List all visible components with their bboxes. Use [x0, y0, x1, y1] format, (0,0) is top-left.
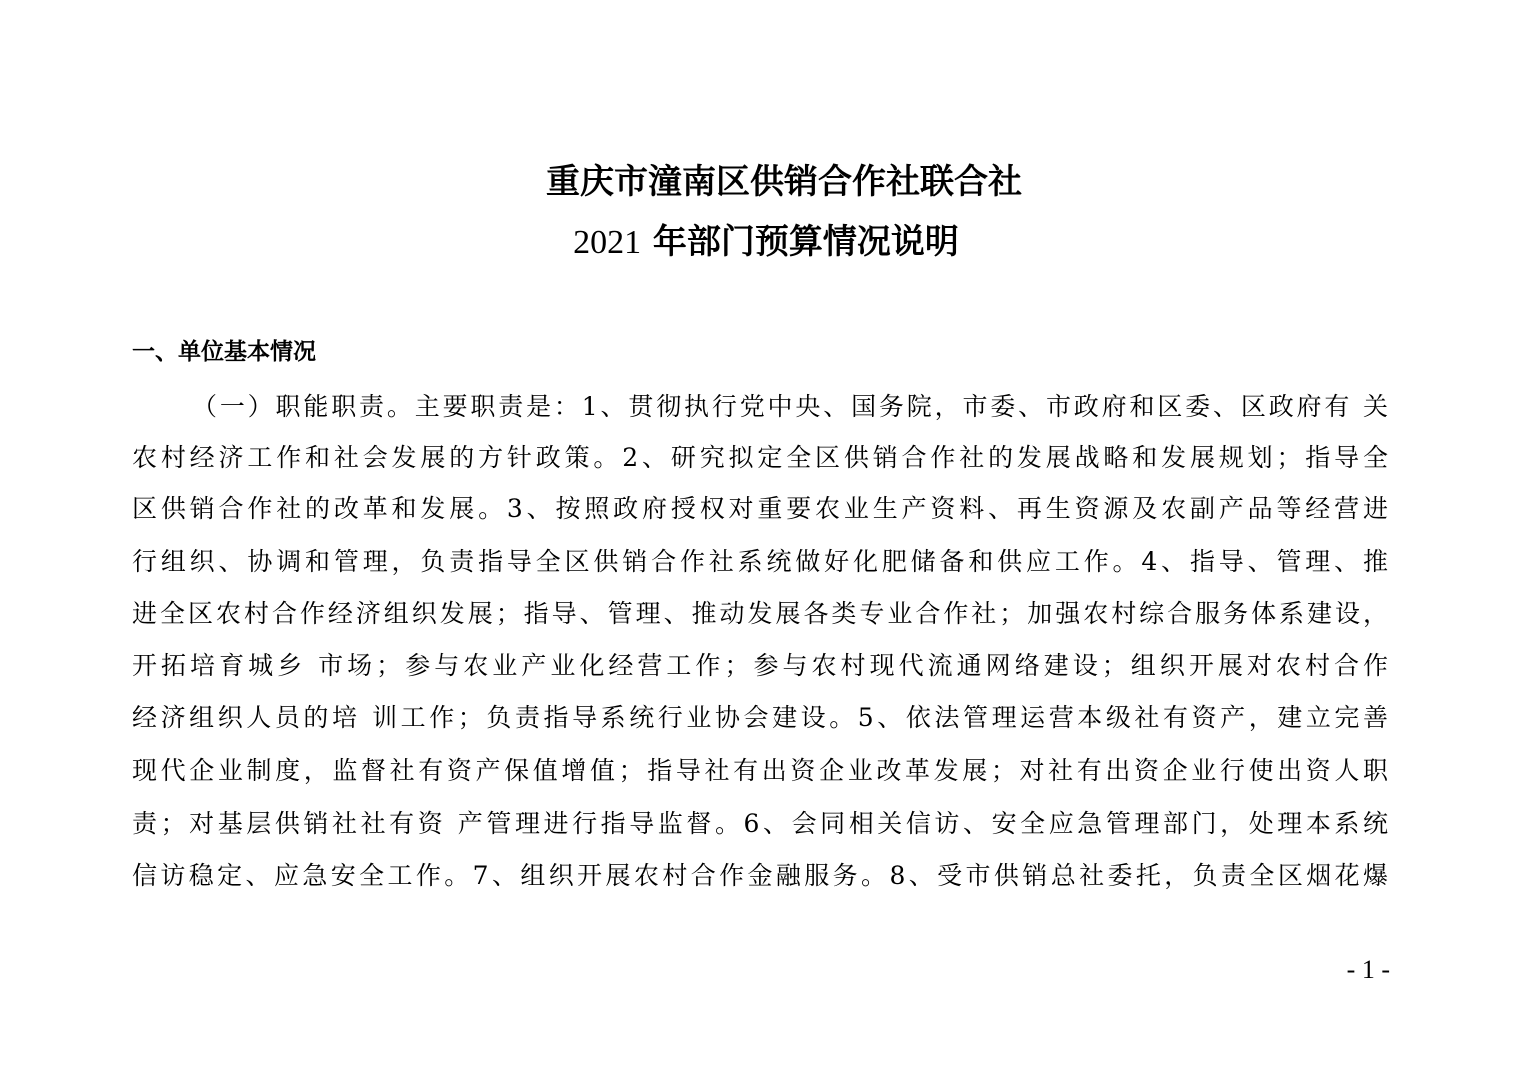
document-title-line-2 — [6, 222, 1520, 263]
paragraph-line: 进全区农村合作经济组织发展；指导、管理、推动发展各类专业合作社；加强农村综合服务体系建设， — [132, 599, 1388, 628]
paragraph-line: 现代企业制度，监督社有资产保值增值；指导社有出资企业改革发展；对社有出资企业行使出资人职 — [132, 756, 1388, 785]
paragraph-line: 信访稳定、应急安全工作。7、组织开展农村合作金融服务。8、受市供销总社委托，负责全区烟花爆 — [132, 861, 1388, 890]
paragraph-line: 农村经济工作和社会发展的方针政策。2、研究拟定全区供销合作社的发展战略和发展规划；指导全 — [132, 443, 1388, 472]
document-title-line-1: 重庆市潼南区供销合作社联合社 — [546, 162, 1022, 202]
paragraph-line: 责；对基层供销社社有资 产管理进行指导监督。6、会同相关信访、安全应急管理部门，处理本系统 — [132, 809, 1388, 838]
paragraph-line: 行组织、协调和管理，负责指导全区供销合作社系统做好化肥储备和供应工作。4、指导、管理、推 — [132, 547, 1388, 576]
paragraph-line: 开拓培育城乡 市场；参与农业产业化经营工作；参与农村现代流通网络建设；组织开展对农村合作 — [132, 651, 1388, 680]
paragraph-line: 经济组织人员的培 训工作；负责指导系统行业协会建设。5、依法管理运营本级社有资产，建立完善 — [132, 703, 1388, 732]
title-subtitle: 年部门预算情况说明 — [641, 222, 959, 262]
page-number: - 1 - — [1346, 955, 1390, 984]
paragraph-line: （一）职能职责。主要职责是：1、贯彻执行党中央、国务院，市委、市政府和区委、区政府有 关 — [192, 392, 1388, 421]
section-heading: 一、单位基本情况 — [132, 339, 316, 365]
title-year: 2021 — [573, 224, 642, 261]
paragraph-line: 区供销合作社的改革和发展。3、按照政府授权对重要农业生产资料、再生资源及农副产品等经营进 — [132, 494, 1388, 523]
